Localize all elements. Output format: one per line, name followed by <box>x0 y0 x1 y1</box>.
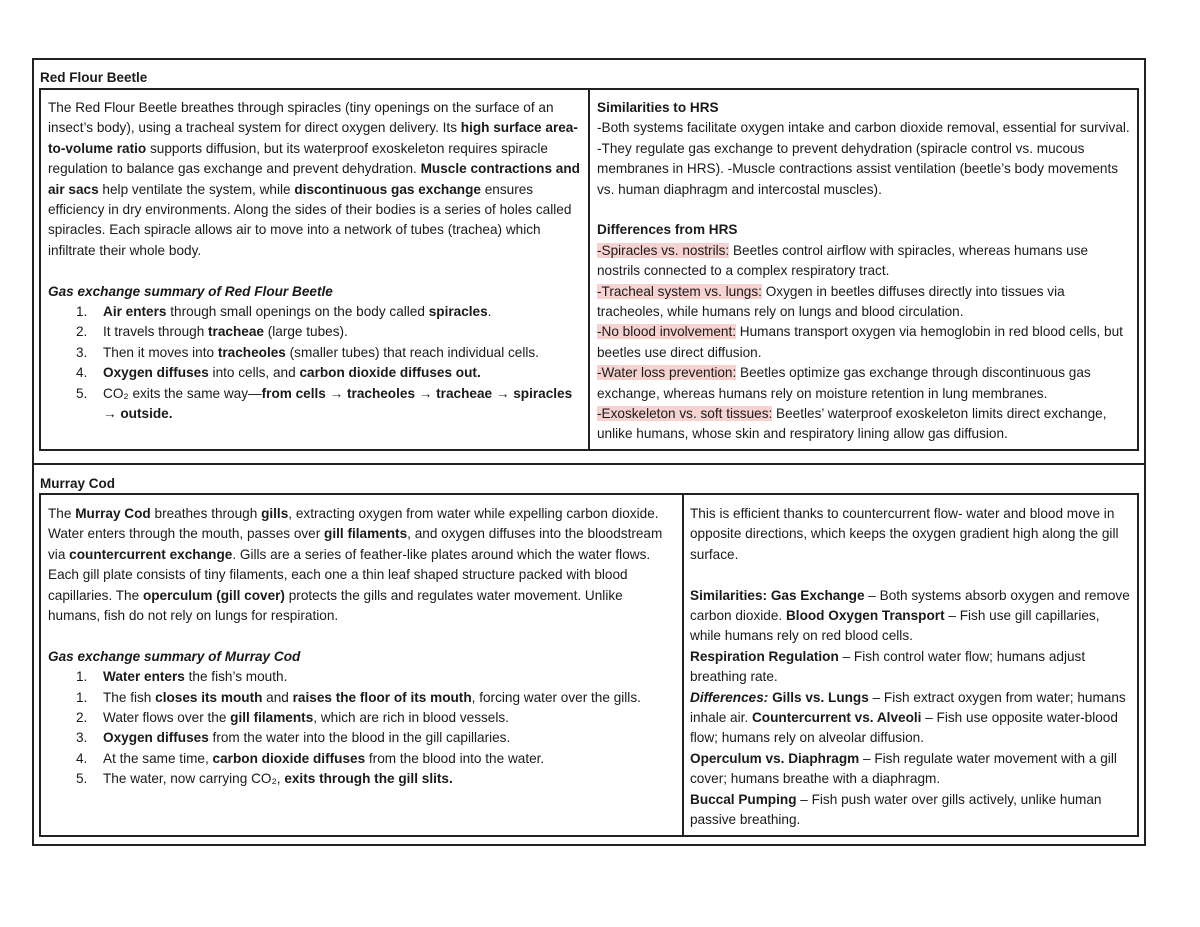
bold-text: Oxygen diffuses <box>103 730 209 746</box>
text-run: . Gills are a series of feather-like plates around which the water flows. Each gill plate consists of tiny filaments, each one a thin leaf shaped structure packed with blood capillaries. The <box>48 546 651 603</box>
list-number: 5. <box>76 385 88 401</box>
text-run: The Red Flour Beetle breathes through spiracles (tiny openings on the surface of an insect’s body), using a tracheal system for direct oxygen delivery. Its <box>48 100 554 136</box>
list-number: 5. <box>76 771 88 787</box>
bold-text: Water enters <box>103 669 185 685</box>
text-run: The fish <box>103 689 156 705</box>
text-run: and <box>262 689 293 705</box>
text-run: supports diffusion, but its waterproof exoskeleton requires spiracle regulation to balance gas exchange and prevent dehydration. <box>48 140 548 177</box>
comparison-point <box>690 749 1130 790</box>
difference-item <box>597 322 1132 363</box>
highlighted-label: -Exoskeleton vs. soft tissues: <box>597 406 773 422</box>
text-run: , and oxygen diffuses into the bloodstream via <box>48 526 663 562</box>
list-number: 3. <box>76 344 88 360</box>
beetle-intro <box>48 98 580 261</box>
comparison-point <box>690 688 1130 749</box>
list-number: 2. <box>76 710 88 726</box>
text-run: from the blood into the water. <box>365 750 545 766</box>
bold-text: raises the floor of its mouth <box>292 689 472 705</box>
text-run: – Fish use opposite water-blood flow; humans rely on alveolar diffusion. <box>690 710 1118 746</box>
difference-text: Beetles optimize gas exchange through discontinuous gas exchange, whereas humans rely on moisture retention in lung membranes. <box>597 365 1091 401</box>
beetle-column-divider <box>588 88 590 451</box>
text-run: – Fish use gill capillaries, while humans rely on red blood cells. <box>690 608 1100 644</box>
bold-text: gill filaments <box>324 526 408 542</box>
list-item <box>48 343 580 363</box>
beetle-right-cell <box>597 98 1132 445</box>
text-run: It travels through <box>103 324 209 340</box>
beetle-similarities-text: -Both systems facilitate oxygen intake and carbon dioxide removal, essential for survival. -They regulate gas exchange to prevent dehydration (spiracle control vs. mucous membranes in HRS). -Muscle contractions assist ventilation (beetle’s body movements vs. human diaphragm and intercostal muscles). <box>597 120 1130 197</box>
bold-text: exits through the gill slits. <box>284 771 453 787</box>
bold-text: closes its mouth <box>155 689 263 705</box>
bold-text: spiracles <box>428 304 488 320</box>
list-item <box>48 302 580 322</box>
text-run: Water flows over the <box>103 710 231 726</box>
section-separator <box>32 463 1146 465</box>
difference-item <box>597 241 1132 282</box>
text-run: – Both systems absorb oxygen and remove carbon dioxide. <box>690 587 1130 624</box>
bold-text: Oxygen diffuses <box>103 365 209 381</box>
difference-text: Humans transport oxygen via hemoglobin in red blood cells, but beetles use direct diffusion. <box>597 324 1123 360</box>
text-run: through small openings on the body called <box>166 304 429 320</box>
text-run: At the same time, <box>103 750 213 766</box>
text-run: The <box>48 506 76 521</box>
beetle-left-cell <box>48 98 580 424</box>
comparison-point <box>690 790 1130 831</box>
bold-text: Air enters <box>103 304 167 320</box>
beetle-steps-list <box>48 302 580 424</box>
difference-item <box>597 404 1132 445</box>
bold-text: from cells → tracheoles → tracheae → spiracles → outside. <box>103 385 573 422</box>
list-item <box>48 728 674 748</box>
list-item <box>48 688 674 708</box>
bold-text: gills <box>261 506 289 521</box>
list-item <box>48 769 674 789</box>
list-item <box>48 363 580 383</box>
difference-text: Oxygen in beetles diffuses directly into tissues via tracheoles, while humans rely on lungs and blood circulation. <box>597 283 1065 320</box>
list-item <box>48 384 580 425</box>
list-item <box>48 322 580 342</box>
comparison-point <box>690 647 1130 688</box>
text-run: The water, now carrying CO₂, <box>103 771 285 787</box>
bold-text: Operculum vs. Diaphragm <box>690 750 860 766</box>
list-number: 1. <box>76 689 88 705</box>
text-run: from the water into the blood in the gill capillaries. <box>208 730 511 746</box>
text-run: breathes through <box>150 506 262 521</box>
text-run: , which are rich in blood vessels. <box>313 710 509 726</box>
bold-text: carbon dioxide diffuses <box>212 750 366 766</box>
text-run: CO₂ exits the same way— <box>103 385 262 401</box>
cod-comparison-points <box>690 586 1130 831</box>
text-run: (smaller tubes) that reach individual cells. <box>285 344 539 360</box>
highlighted-label: -Tracheal system vs. lungs: <box>597 283 762 299</box>
text-run: – Fish push water over gills actively, unlike human passive breathing. <box>690 791 1102 828</box>
comparison-point <box>690 586 1130 647</box>
beetle-similarities-heading: Similarities to HRS <box>597 100 719 115</box>
difference-item <box>597 282 1132 323</box>
text-run: – Fish control water flow; humans adjust breathing rate. <box>690 648 1086 685</box>
bold-text: high surface area-to-volume ratio <box>48 120 578 156</box>
text-run: (large tubes). <box>263 324 348 340</box>
difference-text: Beetles’ waterproof exoskeleton limits direct exchange, unlike humans, whose skin and respiratory lining allow gas diffusion. <box>597 406 1107 442</box>
cod-left-cell <box>48 504 674 790</box>
text-run: the fish’s mouth. <box>184 669 288 685</box>
cod-intro <box>48 504 674 626</box>
list-number: 3. <box>76 730 88 746</box>
cod-right-cell <box>690 504 1130 830</box>
highlighted-label: -Spiracles vs. nostrils: <box>597 242 730 258</box>
list-item <box>48 749 674 769</box>
text-run: protects the gills and regulates water movement. Unlike humans, fish do not rely on lungs for respiration. <box>48 587 623 624</box>
beetle-differences-list <box>597 241 1132 445</box>
bold-text: Respiration Regulation <box>690 648 839 664</box>
highlighted-label: -No blood involvement: <box>597 324 737 340</box>
list-number: 1. <box>76 669 88 685</box>
list-number: 1. <box>76 304 88 320</box>
text-run: , forcing water over the gills. <box>471 689 641 705</box>
bold-text: Gills vs. Lungs <box>772 689 869 705</box>
bold-text: Blood Oxygen Transport <box>785 608 945 624</box>
difference-item <box>597 363 1132 404</box>
bold-text: Differences: <box>690 689 769 705</box>
bold-text: tracheae <box>208 324 264 340</box>
highlighted-label: -Water loss prevention: <box>597 365 737 381</box>
text-run: . <box>487 304 492 320</box>
cod-steps-list <box>48 667 674 789</box>
bold-text: gill filaments <box>230 710 314 726</box>
bold-text: Murray Cod <box>75 506 151 521</box>
text-run: – Fish extract oxygen from water; humans inhale air. <box>690 689 1126 726</box>
beetle-summary-heading: Gas exchange summary of Red Flour Beetle <box>48 283 333 299</box>
list-item <box>48 667 674 687</box>
cod-section-title: Murray Cod <box>40 476 116 491</box>
text-run: Then it moves into <box>103 344 218 360</box>
list-number: 4. <box>76 750 88 766</box>
bold-text: Countercurrent vs. Alveoli <box>751 710 922 726</box>
bold-text: tracheoles <box>217 344 286 360</box>
text-run: , extracting oxygen from water while expelling carbon dioxide. Water enters through the mouth, passes over <box>48 506 659 542</box>
bold-text: discontinuous gas exchange <box>294 181 481 197</box>
bold-text: carbon dioxide diffuses out. <box>299 365 481 381</box>
beetle-section-title: Red Flour Beetle <box>40 70 148 85</box>
text-run: – Fish regulate water movement with a gill cover; humans breathe with a diaphragm. <box>690 750 1117 787</box>
beetle-differences-heading: Differences from HRS <box>597 222 738 238</box>
cod-column-divider <box>682 493 684 837</box>
cod-summary-heading: Gas exchange summary of Murray Cod <box>48 648 301 664</box>
cod-right-intro: This is efficient thanks to countercurrent flow- water and blood move in opposite directions, which keeps the oxygen gradient high along the gill surface. <box>690 506 1119 562</box>
list-number: 2. <box>76 324 88 340</box>
bold-text: operculum (gill cover) <box>142 587 285 603</box>
text-run: into cells, and <box>208 365 300 381</box>
difference-text: Beetles control airflow with spiracles, whereas humans use nostrils connected to a complex respiratory tract. <box>597 242 1089 279</box>
bold-text: Similarities: Gas Exchange <box>690 587 865 603</box>
text-run: ensures efficiency in dry environments. Along the sides of their bodies is a series of holes called spiracles. Each spiracle allows air to move into a network of tubes (trachea) which infiltrate their whole body. <box>48 181 572 258</box>
text-run: help ventilate the system, while <box>98 181 295 197</box>
bold-text: Muscle contractions and air sacs <box>48 161 580 197</box>
bold-text: countercurrent exchange <box>69 546 233 562</box>
list-number: 4. <box>76 365 88 381</box>
list-item <box>48 708 674 728</box>
bold-text: Buccal Pumping <box>690 791 797 807</box>
